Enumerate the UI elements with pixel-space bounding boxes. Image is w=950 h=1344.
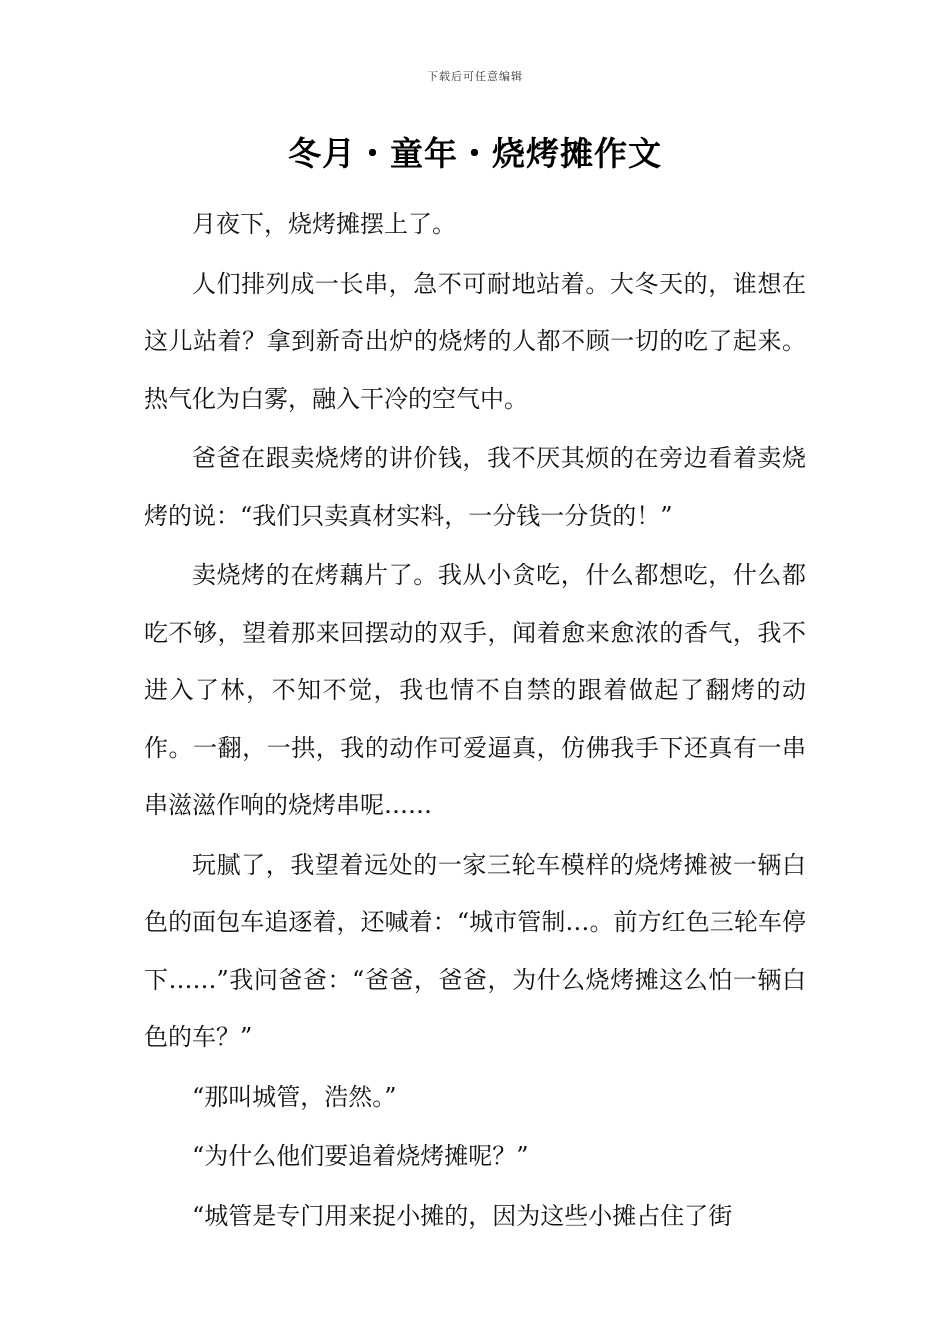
paragraph-6: “那叫城管，浩然。”: [192, 1082, 397, 1111]
paragraph-4: 卖烧烤的在烤藕片了。我从小贪吃，什么都想吃，什么都吃不够，望着那来回摆动的双手，闻着愈来愈浓的香气，我不进入了林，不知不觉，我也情不自禁的跟着做起了翻烤的动作。一翻，一拱，我的动作可爱逼真，仿佛我手下还真有一串串滋滋作响的烧烤串呢……: [144, 561, 806, 819]
header-note: 下载后可任意编辑: [427, 70, 523, 83]
document-title: 冬月・童年・烧烤摊作文: [288, 134, 662, 173]
paragraph-1: 月夜下，烧烤摊摆上了。: [192, 210, 456, 238]
paragraph-3: 爸爸在跟卖烧烤的讲价钱，我不厌其烦的在旁边看着卖烧烤的说：“我们只卖真材实料，一分钱一分货的！”: [144, 444, 806, 530]
paragraph-7: “为什么他们要追着烧烤摊呢？”: [192, 1142, 529, 1170]
paragraph-5: 玩腻了，我望着远处的一家三轮车模样的烧烤摊被一辆白色的面包车追逐着，还喊着：“城市管制…。前方红色三轮车停下……”我问爸爸：“爸爸，爸爸，为什么烧烤摊这么怕一辆白色的车？”: [144, 850, 806, 1051]
paragraph-2: 人们排列成一长串，急不可耐地站着。大冬天的，谁想在这儿站着？拿到新奇出炉的烧烤的人都不顾一切的吃了起来。热气化为白雾，融入干冷的空气中。: [144, 269, 806, 413]
article-body: [144, 196, 806, 1247]
paragraph-8: “城管是专门用来捉小摊的，因为这些小摊占住了街: [192, 1201, 733, 1230]
